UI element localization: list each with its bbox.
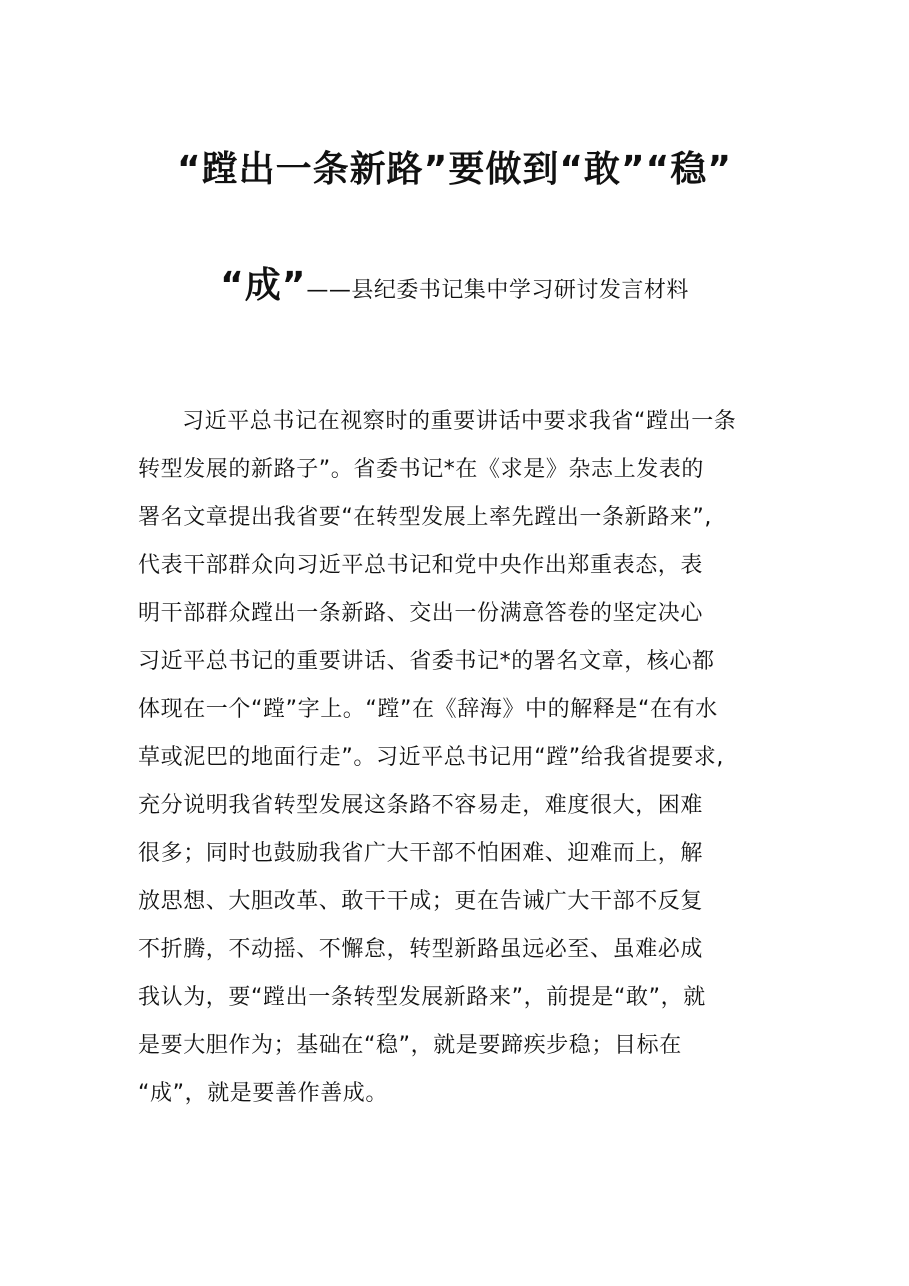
body-line: 体现在一个“蹚”字上。“蹚”在《辞海》中的解释是“在有水	[138, 697, 718, 722]
body-line: 署名文章提出我省要“在转型发展上率先蹚出一条新路来”,	[138, 505, 712, 530]
body-line: 习近平总书记的重要讲话、省委书记*的署名文章，核心都	[138, 649, 715, 674]
body-line: 不折腾，不动摇、不懈怠，转型新路虽远必至、虽难必成	[138, 937, 704, 962]
body-line: 转型发展的新路子”。省委书记*在《求是》杂志上发表的	[138, 457, 704, 482]
body-line: 草或泥巴的地面行走”。习近平总书记用“蹚”给我省提要求,	[138, 745, 724, 770]
body-line: 我认为，要“蹚出一条转型发展新路来”，前提是“敢”，就	[138, 985, 706, 1010]
body-line: 是要大胆作为；基础在“稳”，就是要蹄疾步稳；目标在	[138, 1033, 682, 1058]
document-title-line2	[0, 264, 909, 314]
body-line: 明干部群众蹚出一条新路、交出一份满意答卷的坚定决心	[138, 601, 704, 626]
title-emphasis: “成”	[220, 265, 307, 306]
body-paragraph	[138, 398, 778, 1118]
body-line: 代表干部群众向习近平总书记和党中央作出郑重表态，表	[138, 553, 704, 578]
body-line: “成”，就是要善作善成。	[138, 1081, 388, 1106]
document-title-line1: “蹚出一条新路”要做到“敢”“稳”	[177, 149, 732, 190]
body-line: 习近平总书记在视察时的重要讲话中要求我省“蹚出一条	[182, 409, 737, 434]
body-line: 放思想、大胆改革、敢干干成；更在告诫广大干部不反复	[138, 889, 704, 914]
body-line: 很多；同时也鼓励我省广大干部不怕困难、迎难而上，解	[138, 841, 704, 866]
title-subtitle: ——县纪委书记集中学习研讨发言材料	[306, 278, 689, 303]
body-line: 充分说明我省转型发展这条路不容易走，难度很大，困难	[138, 793, 704, 818]
